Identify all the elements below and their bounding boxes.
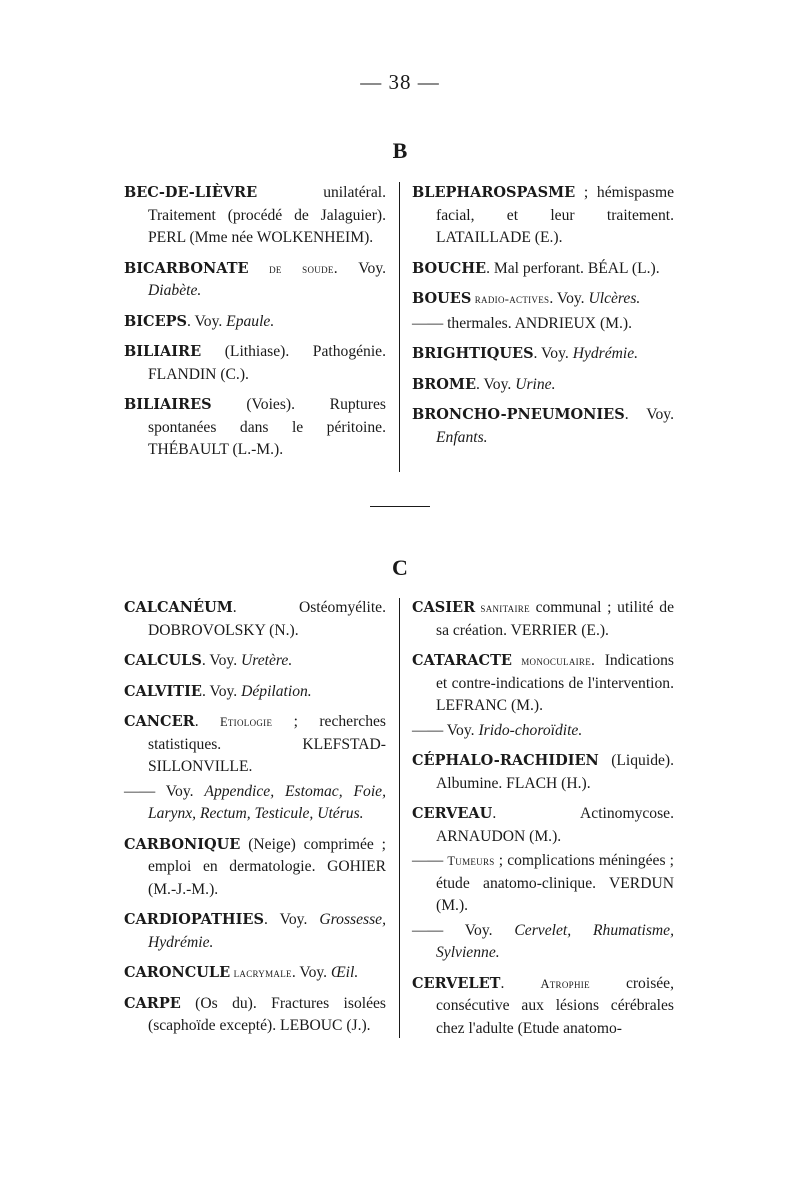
entry-text: . Actinomycose. ARNAUDON (M.). [436, 805, 674, 845]
entry-headword: CATARACTE [412, 652, 512, 669]
column-divider [399, 598, 400, 1038]
index-entry [412, 650, 674, 718]
entry-headword: CARONCULE [124, 964, 231, 981]
entry-reference: Œil. [330, 964, 359, 981]
entry-headword: BLEPHAROSPASME [412, 184, 576, 201]
entry-headword: BICARBONATE [124, 259, 249, 277]
entry-text: ; hémispasme facial, et leur traitement. LATAILLADE (E.). [436, 184, 674, 246]
section-heading-b: B [392, 138, 408, 163]
entry-text: . Voy. [624, 406, 674, 423]
entry-reference: Hydrémie. [572, 345, 639, 362]
entry-text: Tumeurs [447, 854, 495, 868]
entry-text: (Liquide). Albumine. FLACH (H.). [436, 752, 674, 792]
entry-reference: Diabète. [148, 282, 202, 299]
entry-text: (Lithiase). Pathogénie. FLANDIN (C.). [148, 343, 386, 383]
page-number: — 38 — [360, 70, 440, 94]
entry-text: . Voy. [187, 312, 227, 330]
entry-headword: CASIER [412, 599, 476, 616]
index-subentry [412, 850, 674, 918]
index-entry [124, 341, 386, 386]
index-entry [124, 311, 386, 334]
entry-headword: CALCANÉUM [124, 599, 233, 616]
entry-text: ; recherches statistiques. KLEFSTAD-SILLONVILLE. [148, 713, 386, 775]
entry-text: . Indications et contre-indications de l'intervention. LEFRANC (M.). [436, 652, 674, 714]
entry-text: —— thermales. ANDRIEUX (M.). [412, 314, 633, 332]
section-c-left-column [124, 597, 386, 1046]
entry-text: Etiologie [219, 715, 273, 729]
entry-text: . Voy. [201, 682, 242, 700]
entry-headword: BOUCHE [412, 259, 487, 277]
entry-text: —— [412, 852, 448, 869]
index-entry [124, 394, 386, 462]
index-entry [412, 973, 674, 1041]
entry-reference: Cervelet, Rhumatisme, Sylvienne. [436, 921, 674, 961]
index-entry [412, 288, 674, 311]
entry-reference: Grossesse, Hydrémie. [148, 911, 386, 951]
entry-text: —— Voy. [412, 921, 515, 939]
entry-headword: CARBONIQUE [124, 835, 241, 853]
entry-text: radio-actives [471, 292, 550, 306]
entry-text: —— Voy. [124, 782, 205, 800]
entry-text: . Mal perforant. BÉAL (L.). [486, 259, 660, 277]
section-heading-c: C [392, 555, 408, 580]
index-entry [124, 834, 386, 902]
entry-text: (Neige) comprimée ; emploi en dermatologie. GOHIER (M.-J.-M.). [148, 835, 386, 898]
entry-headword: BRONCHO-PNEUMONIES [412, 406, 625, 423]
entry-text: . [194, 713, 220, 730]
entry-reference: Irido-choroïdite. [478, 721, 583, 739]
entry-text: . Voy. [201, 652, 241, 669]
entry-reference: Urine. [515, 375, 556, 393]
entry-text: croisée, consécutive aux lésions cérébrales chez l'adulte (Etude anatomo- [436, 974, 674, 1037]
section-separator [370, 506, 430, 507]
entry-text: (Voies). Ruptures spontanées dans le péritoine. THÉBAULT (L.-M.). [148, 396, 386, 458]
index-entry [412, 750, 674, 795]
entry-headword: BROME [412, 375, 477, 393]
entry-text: —— Voy. [412, 721, 479, 739]
entry-text: (Os du). Fractures isolées (scaphoïde excepté). LEBOUC (J.). [148, 994, 386, 1034]
entry-text: . [500, 974, 541, 992]
entry-headword: BOUES [412, 290, 472, 307]
index-entry [412, 597, 674, 642]
entry-headword: CALVITIE [124, 682, 202, 700]
index-entry [124, 711, 386, 779]
entry-headword: CARPE [124, 994, 181, 1012]
index-entry [412, 258, 674, 281]
entry-text: sanitaire [475, 601, 530, 615]
entry-headword: BRIGHTIQUES [412, 345, 534, 362]
entry-text: . Voy. [533, 345, 573, 362]
entry-text: ; complications méningées ; étude anatomo-clinique. VERDUN (M.). [436, 852, 674, 914]
entry-headword: BEC-DE-LIÈVRE [124, 184, 258, 201]
entry-text: unilatéral. Traitement (procédé de Jalaguier). PERL (Mme née WOLKENHEIM). [148, 184, 386, 246]
section-c-right-column [412, 597, 674, 1048]
entry-text: lacrymale [230, 966, 292, 980]
index-entry [412, 374, 674, 397]
entry-reference: Epaule. [226, 312, 275, 330]
entry-headword: CERVELET [412, 974, 501, 992]
index-subentry [412, 313, 674, 336]
index-entry [124, 909, 386, 954]
entry-reference: Uretère. [241, 652, 293, 669]
index-subentry [124, 781, 386, 826]
entry-reference: Enfants. [436, 428, 488, 446]
entry-text: . Voy. [291, 964, 331, 981]
entry-reference: Ulcères. [588, 290, 641, 307]
entry-text: communal ; utilité de sa création. VERRIER (E.). [436, 599, 674, 639]
index-entry [124, 681, 386, 704]
index-entry [124, 650, 386, 673]
index-subentry [412, 720, 674, 743]
index-entry [412, 343, 674, 366]
index-entry [124, 993, 386, 1038]
index-entry [412, 182, 674, 250]
entry-reference: Appendice, Estomac, Foie, Larynx, Rectum, Testicule, Utérus. [148, 782, 386, 822]
entry-text: de soude [248, 261, 334, 276]
entry-reference: Dépilation. [241, 682, 312, 700]
entry-text: Atrophie [540, 976, 590, 991]
entry-headword: CANCER [124, 713, 195, 730]
entry-text: . Voy. [333, 259, 386, 277]
index-entry [412, 404, 674, 449]
entry-headword: CARDIOPATHIES [124, 911, 264, 928]
section-b-left-column [124, 182, 386, 470]
index-entry [124, 962, 386, 985]
column-divider [399, 182, 400, 472]
entry-headword: BICEPS [124, 312, 188, 330]
entry-text: . Voy. [476, 375, 516, 393]
entry-headword: CALCULS [124, 652, 202, 669]
section-b-right-column [412, 182, 674, 457]
index-subentry [412, 920, 674, 965]
entry-text: . Voy. [549, 290, 589, 307]
entry-headword: BILIAIRE [124, 343, 202, 360]
index-entry [124, 182, 386, 250]
index-entry [412, 803, 674, 848]
index-entry [124, 597, 386, 642]
entry-text: monoculaire [511, 654, 592, 668]
entry-text: . Ostéomyélite. DOBROVOLSKY (N.). [148, 599, 386, 639]
entry-headword: BILIAIRES [124, 396, 212, 413]
entry-text: . Voy. [263, 911, 320, 928]
entry-headword: CERVEAU [412, 805, 493, 822]
index-entry [124, 258, 386, 303]
entry-headword: CÉPHALO-RACHIDIEN [412, 752, 599, 769]
